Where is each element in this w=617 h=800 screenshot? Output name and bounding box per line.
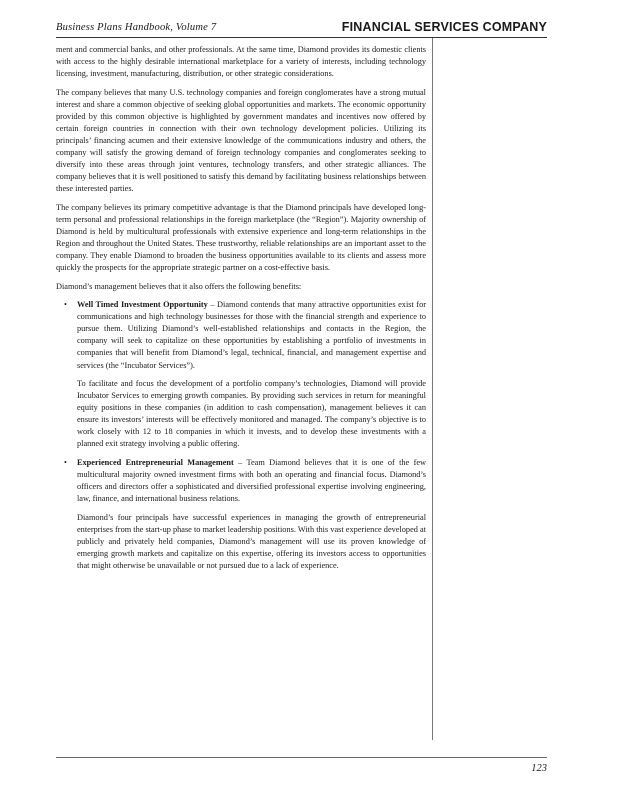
paragraph-mutual-interest: The company believes that many U.S. technology companies and foreign conglomerates have a strong mutual interest and share a common objective of seeking global opportunities and markets. The economic opportunity provided by this common objective is highlighted by government mandates and incentives now offered by certain foreign countries in connection with their own technology development policies. Utilizing its principals’ financing acumen and their extensive knowledge of the communications industry and others, the company will satisfy the growing demand of foreign technology companies and conglomerates seeking to diversify into these areas through joint ventures, technology transfers, and other strategic alliances. The company believes that it is well positioned to satisfy this demand by facilitating business relationships between these interested parties. bbox=[56, 87, 426, 194]
paragraph-competitive-advantage: The company believes its primary competitive advantage is that the Diamond principals have developed long-term personal and professional relationships in the foreign marketplace (the “Region”). Majority ownership of Diamond is held by multicultural professionals with extensive experience and long-term relationships in the Region and throughout the United States. These trustworthy, reliable relationships are an important asset to the company. They enable Diamond to broaden the business opportunities available to its clients and assess more quickly the prospects for the appropriate strategic partner on a cost-effective basis. bbox=[56, 202, 426, 272]
benefit-text: – Diamond contends that many attractive opportunities exist for communications and high technology businesses for those with the financial strength and experience to pursue them. Utilizing Diamond’s well-established relationships and contacts in the Region, the company will seek to capitalize on these opportunities by establishing a portfolio of investments in companies that will benefit from Diamond’s legal, technical, financial, and management expertise and services (the “Incubator Services”). bbox=[77, 300, 426, 370]
benefits-list bbox=[56, 299, 426, 572]
paragraph-benefits-intro: Diamond’s management believes that it also offers the following benefits: bbox=[56, 281, 302, 291]
benefit-investment-opportunity bbox=[56, 299, 426, 450]
page-number: 123 bbox=[531, 763, 547, 774]
benefit-lead bbox=[77, 457, 426, 505]
benefit-entrepreneurial-management bbox=[56, 457, 426, 572]
bullet-icon: • bbox=[64, 458, 67, 468]
benefit-lead bbox=[77, 299, 426, 371]
paragraph-continued: ment and commercial banks, and other professionals. At the same time, Diamond provides its domestic clients with access to the highly desirable international marketplace for a variety of interests, including technology licensing, investment, manufacturing, distribution, or other strategic considerations. bbox=[56, 45, 426, 79]
section-title: FINANCIAL SERVICES COMPANY bbox=[341, 20, 547, 34]
margin-rule bbox=[432, 38, 433, 740]
benefit-title: Experienced Entrepreneurial Management bbox=[77, 458, 234, 468]
body-text bbox=[56, 44, 426, 579]
benefit-followup: To facilitate and focus the development of a portfolio company’s technologies, Diamond will provide Incubator Services to emerging growth companies. By providing such services in return for meaningful equity positions in these companies (in addition to cash compensation), management believes it can ensure its investors’ interests will be effectively monitored and managed. The company’s objective is to work closely with 12 to 18 companies in which it invests, and to develop these investments with a planned exit strategy involving a public offering. bbox=[77, 379, 426, 449]
benefit-title: Well Timed Investment Opportunity bbox=[77, 300, 208, 310]
benefit-followup: Diamond’s four principals have successful experiences in managing the growth of entrepreneurial enterprises from the start-up phase to market leadership positions. With this vast experience developed at publicly and privately held companies, Diamond’s management will use its proven knowledge of emerging growth markets and capitalize on this expertise, offering its investors access to opportunities that might otherwise be unavailable or not pursued due to a lack of experience. bbox=[77, 512, 426, 570]
footer-rule bbox=[56, 757, 547, 758]
header-rule bbox=[56, 37, 547, 38]
book-title: Business Plans Handbook, Volume 7 bbox=[56, 22, 217, 33]
bullet-icon: • bbox=[64, 300, 67, 310]
benefit-text: – Team Diamond believes that it is one of the few multicultural majority owned investment firms with both an operating and financial focus. Diamond’s officers and directors offer a sophisticated and diversified professional expertise involving engineering, law, finance, and international business relations. bbox=[77, 458, 427, 504]
